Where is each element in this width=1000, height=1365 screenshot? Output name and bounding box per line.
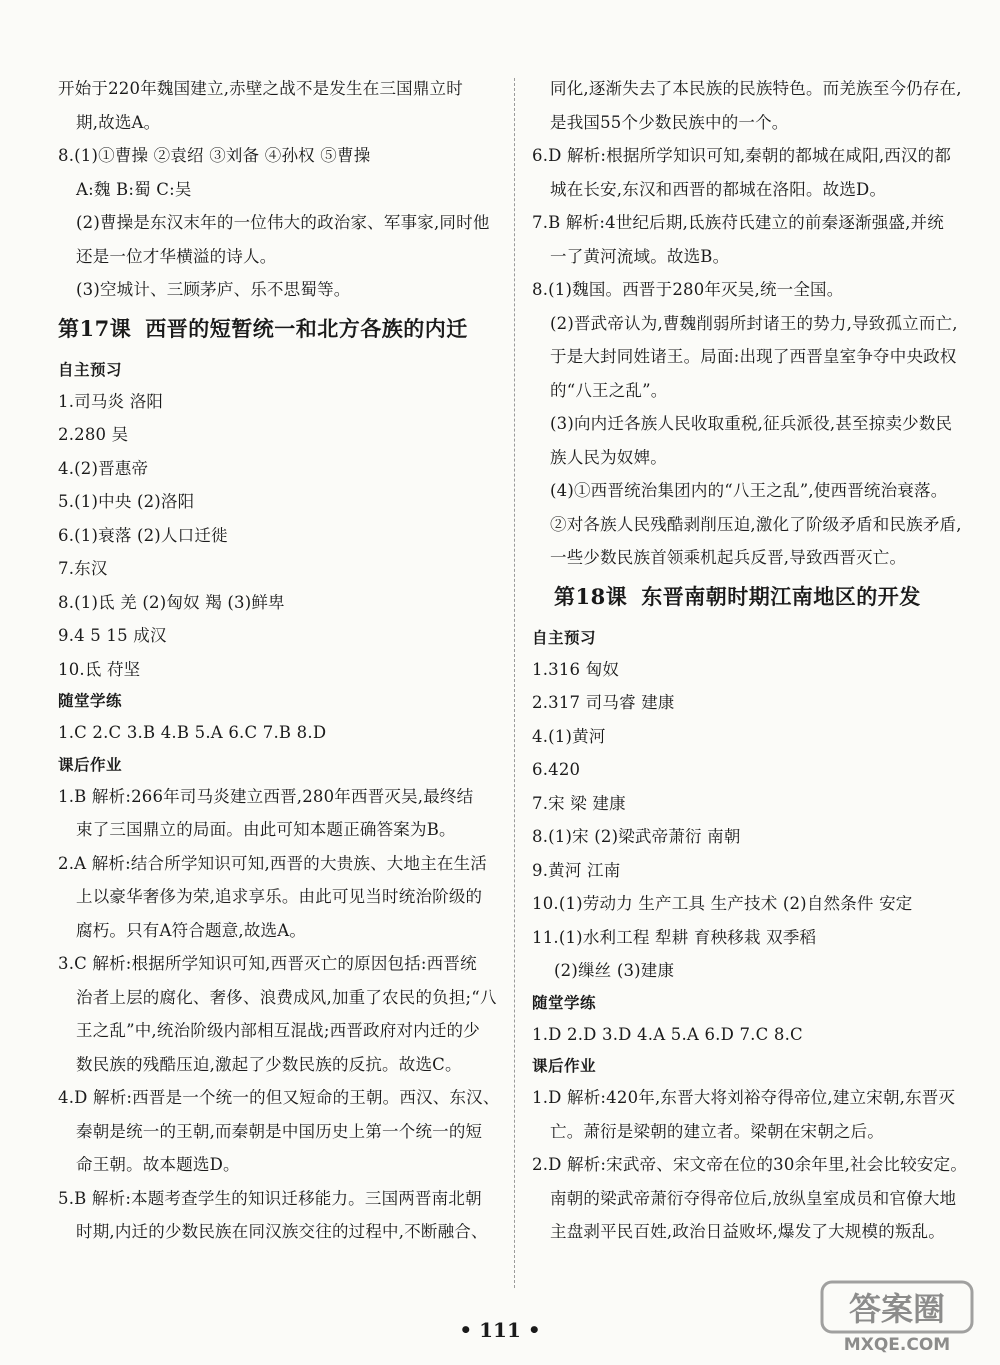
answer-line: 5.B 解析:本题考查学生的知识迁移能力。三国两晋南北朝	[58, 1188, 482, 1208]
answer-line: 1.C 2.C 3.B 4.B 5.A 6.C 7.B 8.D	[58, 723, 327, 742]
answer-line: 上以豪华奢侈为荣,追求享乐。由此可见当时统治阶级的	[76, 887, 483, 906]
answer-line: 数民族的残酷压迫,激起了少数民族的反抗。故选C。	[76, 1054, 462, 1074]
text-line: (2)曹操是东汉末年的一位伟大的政治家、军事家,同时他	[76, 213, 490, 232]
answer-line: 2.317 司马睿 建康	[532, 693, 675, 712]
text-line: (2)晋武帝认为,曹魏削弱所封诸王的势力,导致孤立而亡,	[550, 313, 958, 333]
left-column	[58, 72, 498, 1249]
answer-line: 5.(1)中央 (2)洛阳	[58, 492, 195, 511]
text-line: 开始于220年魏国建立,赤壁之战不是发生在三国鼎立时	[58, 79, 463, 98]
text-line: 于是大封同姓诸王。局面:出现了西晋皇室争夺中央政权	[550, 347, 957, 366]
text-line: 城在长安,东汉和西晋的都城在洛阳。故选D。	[550, 179, 887, 199]
text-line: 期,故选A。	[76, 112, 161, 132]
answer-line: 南朝的梁武帝萧衍夺得帝位后,放纵皇室成员和官僚大地	[550, 1188, 957, 1208]
answer-line: 9.4 5 15 成汉	[58, 626, 167, 645]
answer-line: 9.黄河 江南	[532, 860, 621, 880]
section-heading-preview: 自主预习	[532, 628, 597, 647]
answer-line: 8.(1)氐 羌 (2)匈奴 羯 (3)鲜卑	[58, 592, 285, 612]
text-line: (3)向内迁各族人民收取重税,征兵派役,甚至掠卖少数民	[550, 414, 953, 433]
answer-line: 6.420	[532, 760, 581, 779]
section-heading-practice: 随堂学练	[532, 993, 597, 1012]
lesson-17-heading	[58, 315, 498, 343]
answer-line: 10.(1)劳动力 生产工具 生产技术 (2)自然条件 安定	[532, 894, 913, 913]
text-line: 一些少数民族首领乘机起兵反晋,导致西晋灭亡。	[550, 548, 907, 567]
answer-line: 7.宋 梁 建康	[532, 793, 626, 813]
text-line: 6.D 解析:根据所学知识可知,秦朝的都城在咸阳,西汉的都	[532, 146, 952, 165]
text-line: 是我国55个少数民族中的一个。	[550, 112, 789, 132]
answer-line: 1.D 解析:420年,东晋大将刘裕夺得帝位,建立宋朝,东晋灭	[532, 1088, 956, 1107]
answer-line: 4.(1)黄河	[532, 726, 606, 746]
answer-line: 8.(1)宋 (2)梁武帝萧衍 南朝	[532, 827, 741, 846]
answer-line: 治者上层的腐化、奢侈、浪费成风,加重了农民的负担;“八	[76, 987, 497, 1007]
lesson-number: 第17课	[58, 315, 132, 341]
lesson-18-heading	[532, 583, 950, 611]
right-column	[532, 72, 968, 1249]
answer-line: 命王朝。故本题选D。	[76, 1155, 240, 1174]
text-line: 还是一位才华横溢的诗人。	[76, 246, 277, 266]
answer-line: 6.(1)衰落 (2)人口迁徙	[58, 525, 228, 545]
answer-line: 1.司马炎 洛阳	[58, 391, 164, 411]
lesson-title: 西晋的短暂统一和北方各族的内迁	[145, 315, 468, 341]
answer-line: 2.A 解析:结合所学知识可知,西晋的大贵族、大地主在生活	[58, 853, 488, 873]
page-number: • 111 •	[459, 1318, 541, 1342]
answer-line: 10.氐 苻坚	[58, 659, 141, 679]
text-line: ②对各族人民残酷剥削压迫,激化了阶级矛盾和民族矛盾,	[550, 514, 962, 534]
answer-line: 1.B 解析:266年司马炎建立西晋,280年西晋灭吴,最终结	[58, 786, 474, 806]
answer-line: (2)缫丝 (3)建康	[554, 961, 675, 980]
answer-line: 腐朽。只有A符合题意,故选A。	[76, 920, 307, 940]
answer-line: 1.D 2.D 3.D 4.A 5.A 6.D 7.C 8.C	[532, 1024, 803, 1044]
lesson-number: 第18课	[554, 583, 628, 609]
answer-line: 束了三国鼎立的局面。由此可知本题正确答案为B。	[76, 820, 456, 839]
text-line: 同化,逐渐失去了本民族的民族特色。而羌族至今仍存在,	[550, 79, 962, 98]
column-divider	[514, 78, 515, 1288]
answer-line: 亡。萧衍是梁朝的建立者。梁朝在宋朝之后。	[550, 1121, 884, 1141]
answer-line: 秦朝是统一的王朝,而秦朝是中国历史上第一个统一的短	[76, 1121, 483, 1141]
section-heading-preview: 自主预习	[58, 360, 123, 379]
answer-line: 1.316 匈奴	[532, 659, 620, 679]
answer-line: 主盘剥平民百姓,政治日益败坏,爆发了大规模的叛乱。	[550, 1222, 945, 1241]
text-line: 的“八王之乱”。	[550, 380, 668, 400]
answer-line: 7.东汉	[58, 559, 108, 578]
answer-line: 4.(2)晋惠帝	[58, 458, 149, 478]
text-line: (3)空城计、三顾茅庐、乐不思蜀等。	[76, 280, 351, 299]
answer-line: 11.(1)水利工程 犁耕 育秧移栽 双季稻	[532, 927, 817, 947]
lesson-title: 东晋南朝时期江南地区的开发	[641, 583, 921, 609]
watermark-main-text: 答案圈	[848, 1290, 946, 1328]
answer-line: 时期,内迁的少数民族在同汉族交往的过程中,不断融合、	[76, 1222, 488, 1241]
answer-line: 2.280 吴	[58, 425, 129, 444]
text-line: 8.(1)①曹操 ②袁绍 ③刘备 ④孙权 ⑤曹操	[58, 146, 371, 165]
text-line: 7.B 解析:4世纪后期,氐族苻氏建立的前秦逐渐强盛,并统	[532, 213, 944, 232]
text-line: 一了黄河流域。故选B。	[550, 246, 730, 266]
answer-line: 2.D 解析:宋武帝、宋文帝在位的30余年里,社会比较安定。	[532, 1155, 968, 1174]
answer-line: 3.C 解析:根据所学知识可知,西晋灭亡的原因包括:西晋统	[58, 954, 477, 973]
text-line: 8.(1)魏国。西晋于280年灭吴,统一全国。	[532, 280, 844, 299]
section-heading-practice: 随堂学练	[58, 692, 123, 710]
section-heading-homework: 课后作业	[58, 755, 123, 774]
watermark-logo	[818, 1276, 978, 1356]
section-heading-homework: 课后作业	[532, 1057, 597, 1075]
watermark-sub-text: MXQE.COM	[843, 1335, 951, 1355]
text-line: 族人民为奴婢。	[550, 447, 667, 467]
text-line: (4)①西晋统治集团内的“八王之乱”,使西晋统治衰落。	[550, 481, 948, 500]
answer-line: 王之乱”中,统治阶级内部相互混战;西晋政府对内迁的少	[76, 1021, 480, 1040]
answer-line: 4.D 解析:西晋是一个统一的但又短命的王朝。西汉、东汉、	[58, 1088, 500, 1107]
text-line: A:魏 B:蜀 C:吴	[76, 179, 192, 199]
